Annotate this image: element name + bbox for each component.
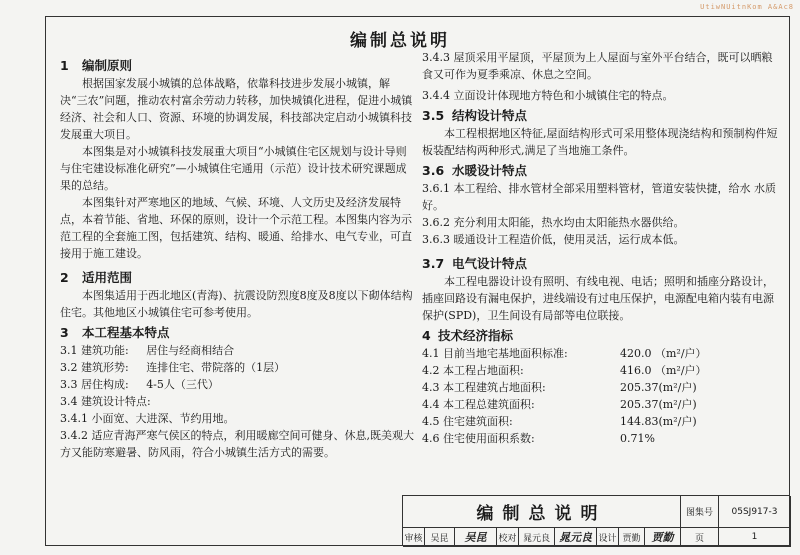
section-1 bbox=[60, 56, 415, 262]
item-3-4-3: 3.4.3 屋顶采用平屋顶，平屋顶为上人屋面与室外平台结合，既可以晒粮食又可作为夏季乘凉、休息之空间。 bbox=[422, 51, 773, 81]
left-column bbox=[60, 54, 415, 461]
table-row: 4.4 本工程总建筑面积: 205.37(m²/户) bbox=[422, 398, 697, 411]
table-row: 4.1 目前当地宅基地面积标准: 420.0 （m²/户） bbox=[422, 347, 707, 360]
check-signature: 晁元良 bbox=[555, 528, 597, 547]
section-1-para-1: 根据国家发展小城镇的总体战略，依靠科技进步发展小城镇，解决“三农”问题，推动农村富余劳动力转移，加快城镇化进程，促进小城镇经济、社会和人口、资源、环境的协调发展，科技部决定启动小城镇科技发展重大项目。 bbox=[60, 77, 413, 141]
item-3-4-1: 3.4.1 小面宽、大进深、节约用地。 bbox=[60, 412, 235, 425]
section-3 bbox=[60, 323, 415, 461]
atlas-number: 05SJ917-3 bbox=[719, 496, 791, 528]
watermark: UtiwNUitnKom A&Ac8 bbox=[700, 3, 794, 11]
page-number: 1 bbox=[719, 528, 791, 547]
section-3-6 bbox=[422, 161, 782, 248]
design-signature: 贾勤 bbox=[645, 528, 681, 547]
title-block-name: 编制总说明 bbox=[403, 496, 681, 528]
right-column bbox=[422, 49, 782, 447]
item-3-4-4: 3.4.4 立面设计体现地方特色和小城镇住宅的特点。 bbox=[422, 89, 674, 102]
page-label: 页 bbox=[681, 528, 719, 547]
item-3-4: 3.4 建筑设计特点: bbox=[60, 395, 151, 408]
table-row: 4.2 本工程占地面积: 416.0 （m²/户） bbox=[422, 364, 707, 377]
design-name: 贾勤 bbox=[619, 528, 645, 547]
section-1-para-2: 本图集是对小城镇科技发展重大项目“小城镇住宅区规划与设计导则与住宅建设标准化研究”—小城镇住宅通用（示范）设计技术研究课题成果的总结。 bbox=[60, 145, 407, 192]
list-item: 3.3 居住构成: 4-5人（三代） bbox=[60, 378, 219, 391]
section-3-5-heading: 3.5 结构设计特点 bbox=[422, 108, 528, 123]
item-3-6-1: 3.6.1 本工程给、排水管材全部采用塑料管材，管道安装快捷，给水 水质好。 bbox=[422, 182, 776, 212]
item-3-6-3: 3.6.3 暖通设计工程造价低，使用灵活，运行成本低。 bbox=[422, 233, 685, 246]
section-3-5-para: 本工程根据地区特征,屋面结构形式可采用整体现浇结构和预制构件短板装配结构两种形式,满足了当地施工条件。 bbox=[422, 127, 778, 157]
audit-label: 审核 bbox=[403, 528, 425, 547]
title-block bbox=[402, 495, 790, 546]
table-row: 4.3 本工程建筑占地面积: 205.37(m²/户) bbox=[422, 381, 697, 394]
design-label: 设计 bbox=[597, 528, 619, 547]
check-label: 校对 bbox=[497, 528, 519, 547]
audit-name: 吴昆 bbox=[425, 528, 455, 547]
section-3-heading: 3 本工程基本特点 bbox=[60, 325, 170, 340]
section-2 bbox=[60, 268, 415, 321]
section-3-7-heading: 3.7 电气设计特点 bbox=[422, 256, 528, 271]
section-3-5 bbox=[422, 106, 782, 159]
section-3-6-heading: 3.6 水暖设计特点 bbox=[422, 163, 528, 178]
table-row: 4.5 住宅建筑面积: 144.83(m²/户) bbox=[422, 415, 697, 428]
section-1-heading: 1 编制原则 bbox=[60, 58, 133, 73]
section-3-7 bbox=[422, 254, 782, 324]
section-2-para-1: 本图集适用于西北地区(青海)、抗震设防烈度8度及8度以下砌体结构住宅。其他地区小城镇住宅可参考使用。 bbox=[60, 289, 413, 319]
audit-signature: 吴昆 bbox=[455, 528, 497, 547]
table-row: 4.6 住宅使用面积系数: 0.71% bbox=[422, 432, 655, 445]
section-3-7-para: 本工程电器设计设有照明、有线电视、电话；照明和插座分路设计，插座回路设有漏电保护，进线端设有过电压保护，电源配电箱内装有电源保护(SPD)，卫生间设有局部等电位联接。 bbox=[422, 275, 774, 322]
section-4-heading: 4 技术经济指标 bbox=[422, 328, 514, 343]
atlas-label: 图集号 bbox=[681, 496, 719, 528]
check-name: 晁元良 bbox=[519, 528, 555, 547]
section-2-heading: 2 适用范围 bbox=[60, 270, 133, 285]
item-3-4-2: 3.4.2 适应青海严寒气侯区的特点，利用暖廊空间可健身、休息,既美观大方又能防寒避暑、防风雨，符合小城镇生活方式的需要。 bbox=[60, 429, 414, 459]
section-1-para-3: 本图集针对严寒地区的地域、气候、环境、人文历史及经济发展特点，本着节能、省地、环保的原则，设计一个示范工程。本图集内容为示范工程的全套施工图，包括建筑、结构、暖通、给排水、电气专业，可直接用于施工建设。 bbox=[60, 196, 412, 260]
section-4 bbox=[422, 326, 782, 447]
list-item: 3.2 建筑形势: 连排住宅、带院落的（1层） bbox=[60, 361, 286, 374]
item-3-6-2: 3.6.2 充分利用太阳能，热水均由太阳能热水器供给。 bbox=[422, 216, 685, 229]
list-item: 3.1 建筑功能: 居住与经商相结合 bbox=[60, 344, 235, 357]
page-title: 编制总说明 bbox=[350, 31, 450, 51]
